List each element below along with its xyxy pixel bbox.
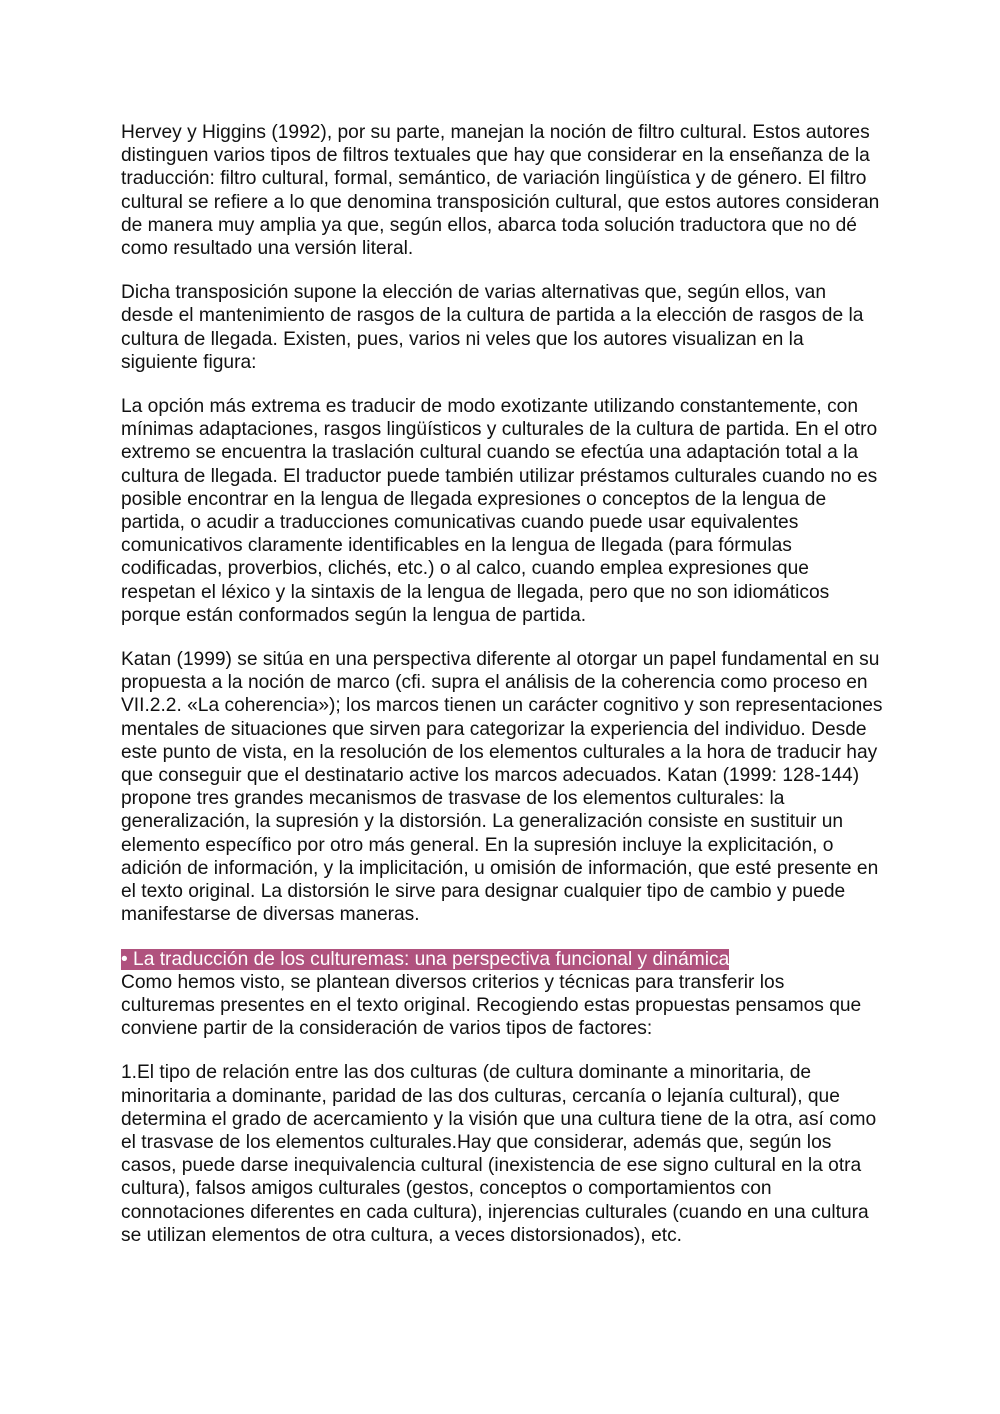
section-heading-block xyxy=(121,948,883,971)
paragraph-opcion-extrema: La opción más extrema es traducir de modo exotizante utilizando constantemente, con mínimas adaptaciones, rasgos lingüísticos y culturales de la cultura de partida. En el otro extremo se encuentra la traslación cultural cuando se efectúa una adaptación total a la cultura de llegada. El traductor puede también utilizar préstamos culturales cuando no es posible encontrar en la lengua de llegada expresiones o conceptos de la lengua de partida, o acudir a traducciones comunicativas cuando puede usar equivalentes comunicativos claramente identificables en la lengua de llegada (para fórmulas codificadas, proverbios, clichés, etc.) o al calco, cuando emplea expresiones que respetan el léxico y la sintaxis de la lengua de llegada, pero que no son idiomáticos porque están conformados según la lengua de partida. xyxy=(121,396,878,626)
section-heading: • La traducción de los culturemas: una perspectiva funcional y dinámica xyxy=(121,948,730,970)
paragraph-hervey-higgins: Hervey y Higgins (1992), por su parte, manejan la noción de filtro cultural. Estos autores distinguen varios tipos de filtros textuales que hay que considerar en la enseñanza de la traducción: filtro cultural, formal, semántico, de variación lingüística y de género. El filtro cultural se refiere a lo que denomina transposición cultural, que estos autores consideran de manera muy amplia ya que, según ellos, abarca toda solución traductora que no dé como resultado una versión literal. xyxy=(121,122,880,260)
paragraph-como-hemos-visto: Como hemos visto, se plantean diversos criterios y técnicas para transferir los culturemas presentes en el texto original. Recogiendo estas propuestas pensamos que conviene partir de la consideración de varios tipos de factores: xyxy=(121,971,862,1040)
paragraph-transposicion: Dicha transposición supone la elección de varias alternativas que, según ellos, van desde el mantenimiento de rasgos de la cultura de partida a la elección de rasgos de la cultura de llegada. Existen, pues, varios ni veles que los autores visualizan en la siguiente figura: xyxy=(121,282,864,373)
document-page xyxy=(121,121,883,1268)
paragraph-tipo-de-relacion: 1.El tipo de relación entre las dos culturas (de cultura dominante a minoritaria, de minoritaria a dominante, paridad de las dos culturas, cercanía o lejanía cultural), que determina el grado de acercamiento y la visión que una cultura tiene de la otra, así como el trasvase de los elementos culturales.Hay que considerar, además que, según los casos, puede darse inequivalencia cultural (inexistencia de ese signo cultural en la otra cultura), falsos amigos culturales (gestos, conceptos o comportamientos con connotaciones diferentes en cada cultura), injerencias culturales (cuando en una cultura se utilizan elementos de otra cultura, a veces distorsionados), etc. xyxy=(121,1062,877,1246)
paragraph-katan: Katan (1999) se sitúa en una perspectiva diferente al otorgar un papel fundamental en su propuesta a la noción de marco (cfi. supra el análisis de la coherencia como proceso en VII.2.2. «La coherencia»); los marcos tienen un carácter cognitivo y son representaciones mentales de situaciones que sirven para categorizar la experiencia del individuo. Desde este punto de vista, en la resolución de los elementos culturales a la hora de traducir hay que conseguir que el destinatario active los marcos adecuados. Katan (1999: 128-144) propone tres grandes mecanismos de trasvase de los elementos culturales: la generalización, la supresión y la distorsión. La generalización consiste en sustituir un elemento específico por otro más general. En la supresión incluye la explicitación, o adición de información, y la implicitación, u omisión de información, que esté presente en el texto original. La distorsión le sirve para designar cualquier tipo de cambio y puede manifestarse de diversas maneras. xyxy=(121,649,883,926)
